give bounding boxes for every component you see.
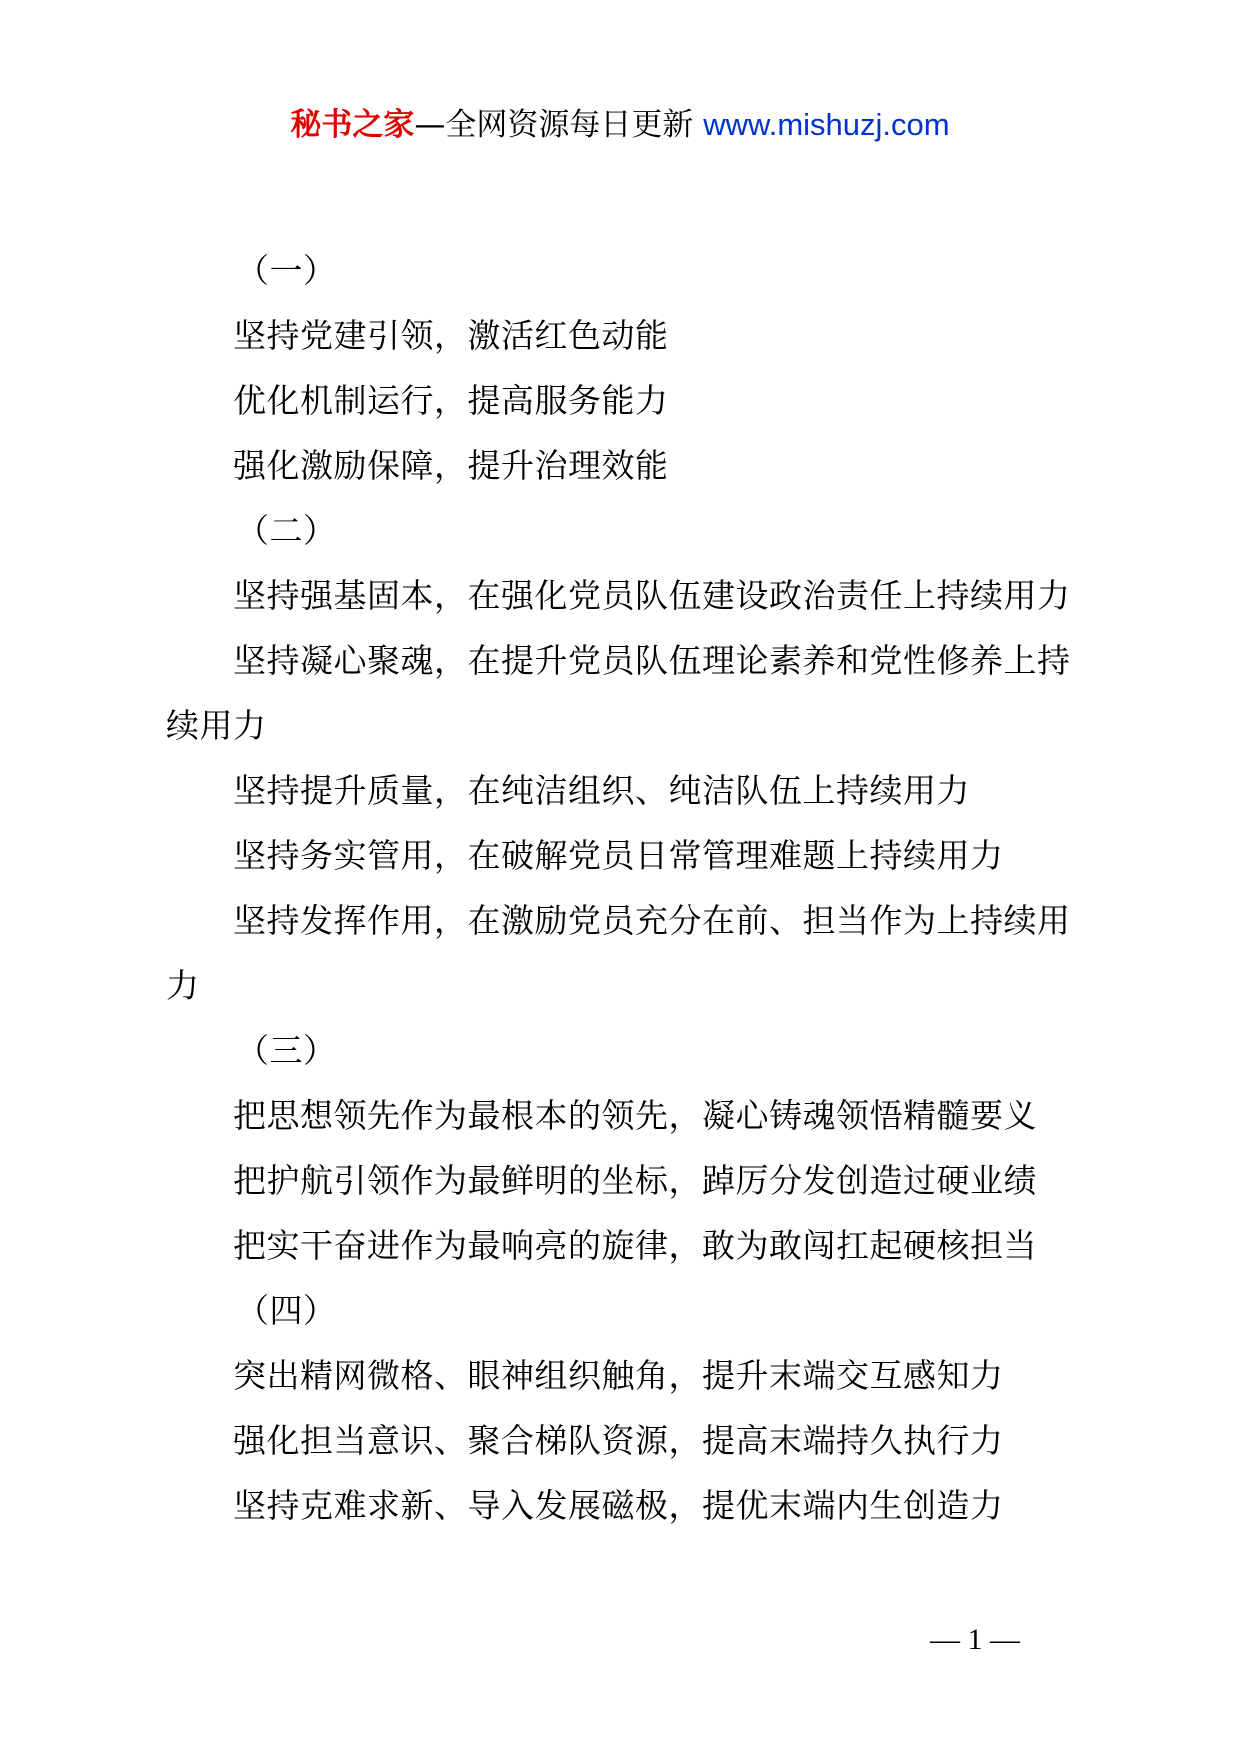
document-body (166, 238, 1091, 1538)
page-header (0, 100, 1240, 150)
header-tagline: —全网资源每日更新 (414, 107, 694, 143)
list-item: 优化机制运行，提高服务能力 (233, 381, 669, 420)
list-item: 把护航引领作为最鲜明的坐标，踔厉分发创造过硬业绩 (233, 1161, 1037, 1200)
list-item: 突出精网微格、眼神组织触角，提升末端交互感知力 (233, 1356, 1004, 1395)
list-item-continuation: 续用力 (166, 706, 267, 745)
list-item: 坚持提升质量，在纯洁组织、纯洁队伍上持续用力 (233, 771, 970, 810)
list-item: 坚持凝心聚魂，在提升党员队伍理论素养和党性修养上持 (233, 641, 1071, 680)
list-item: 坚持务实管用，在破解党员日常管理难题上持续用力 (233, 836, 1004, 875)
page-number: — 1 — (930, 1623, 1020, 1656)
list-item: 把思想领先作为最根本的领先，凝心铸魂领悟精髓要义 (233, 1096, 1037, 1135)
section-heading: （四） (236, 1291, 337, 1330)
section-heading: （一） (236, 251, 337, 290)
list-item: 强化担当意识、聚合梯队资源，提高末端持久执行力 (233, 1421, 1004, 1460)
list-item-continuation: 力 (166, 966, 200, 1005)
list-item: 坚持党建引领，激活红色动能 (233, 316, 669, 355)
list-item: 把实干奋进作为最响亮的旋律，敢为敢闯扛起硬核担当 (233, 1226, 1037, 1265)
list-item: 坚持克难求新、导入发展磁极，提优末端内生创造力 (233, 1486, 1004, 1525)
section-heading: （二） (236, 511, 337, 550)
brand-name: 秘书之家 (290, 107, 415, 143)
list-item: 强化激励保障，提升治理效能 (233, 446, 669, 485)
section-heading: （三） (236, 1031, 337, 1070)
header-url-link[interactable]: www.mishuzj.com (703, 107, 950, 142)
list-item: 坚持强基固本，在强化党员队伍建设政治责任上持续用力 (233, 576, 1071, 615)
list-item: 坚持发挥作用，在激励党员充分在前、担当作为上持续用 (233, 901, 1071, 940)
